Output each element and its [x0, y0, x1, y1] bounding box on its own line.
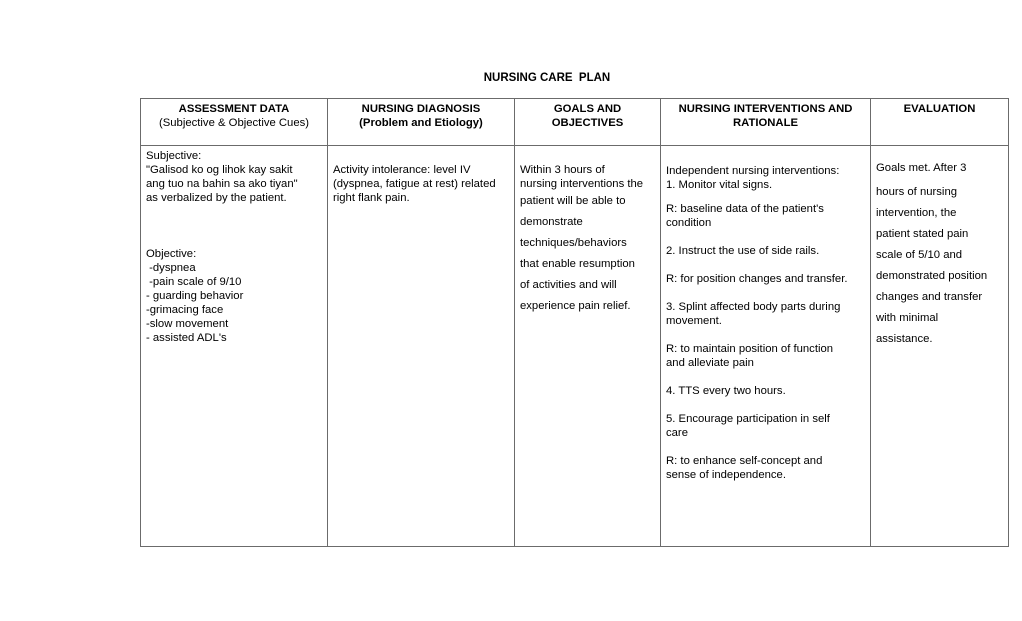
header-row: [141, 99, 1009, 146]
header-assessment-title: ASSESSMENT DATA: [178, 103, 290, 115]
intervention-line: 5. Encourage participation in self: [666, 413, 830, 425]
header-assessment-sub: (Subjective & Objective Cues): [158, 117, 310, 129]
goals-line: nursing interventions the: [520, 178, 644, 190]
evaluation-cell: [871, 146, 1009, 547]
evaluation-line: assistance.: [876, 333, 933, 345]
body-row: [141, 146, 1009, 547]
rationale-line: R: to maintain position of function: [666, 343, 834, 355]
objective-label: Objective:: [146, 248, 197, 260]
subjective-line: "Galisod ko og lihok kay sakit: [146, 164, 293, 176]
diagnosis-line: Activity intolerance: level IV: [333, 164, 471, 176]
goals-line: that enable resumption: [520, 258, 635, 270]
intervention-block: [666, 384, 865, 398]
intervention-block: [666, 342, 865, 370]
goals-line: experience pain relief.: [520, 300, 631, 312]
rationale-line: and alleviate pain: [666, 357, 754, 369]
goals-line: demonstrate: [520, 216, 583, 228]
subjective-label: Subjective:: [146, 150, 202, 162]
rationale-line: R: to enhance self-concept and: [666, 455, 823, 467]
evaluation-line: scale of 5/10 and: [876, 249, 963, 261]
goals-line: of activities and will: [520, 279, 617, 291]
evaluation-line: patient stated pain: [876, 228, 969, 240]
diagnosis-line: (dyspnea, fatigue at rest) related: [333, 178, 496, 190]
evaluation-line: hours of nursing: [876, 186, 958, 198]
subjective-line: as verbalized by the patient.: [146, 192, 287, 204]
header-interventions-title: NURSING INTERVENTIONS AND: [678, 103, 853, 115]
document-title: NURSING CARE PLAN: [483, 72, 611, 84]
header-goals-title: GOALS AND: [553, 103, 622, 115]
rationale-line: R: baseline data of the patient's: [666, 203, 824, 215]
rationale-line: condition: [666, 217, 712, 229]
header-interventions-sub: RATIONALE: [732, 117, 799, 129]
subjective-line: ang tuo na bahin sa ako tiyan": [146, 178, 298, 190]
intervention-line: 3. Splint affected body parts during: [666, 301, 841, 313]
intervention-block: [666, 454, 865, 482]
intervention-block: [666, 164, 865, 192]
rationale-line: sense of independence.: [666, 469, 786, 481]
diagnosis-cell: [328, 146, 515, 547]
intervention-block: [666, 300, 865, 328]
intervention-block: [666, 244, 865, 258]
objective-line: - assisted ADL's: [146, 332, 227, 344]
header-evaluation-title: EVALUATION: [903, 103, 976, 115]
intervention-line: 2. Instruct the use of side rails.: [666, 245, 820, 257]
intervention-line: 4. TTS every two hours.: [666, 385, 786, 397]
intervention-block: [666, 272, 865, 286]
goals-line: patient will be able to: [520, 195, 626, 207]
evaluation-line: demonstrated position: [876, 270, 988, 282]
intervention-line: care: [666, 427, 688, 439]
intervention-line: 1. Monitor vital signs.: [666, 179, 773, 191]
objective-line: - guarding behavior: [146, 290, 244, 302]
evaluation-line: with minimal: [876, 312, 939, 324]
interventions-cell: [661, 146, 871, 547]
header-diagnosis-title: NURSING DIAGNOSIS: [361, 103, 481, 115]
care-plan-table: [140, 98, 1009, 547]
evaluation-line: intervention, the: [876, 207, 957, 219]
goals-line: Within 3 hours of: [520, 164, 605, 176]
evaluation-line: changes and transfer: [876, 291, 983, 303]
assessment-cell: [141, 146, 328, 547]
intervention-line: movement.: [666, 315, 722, 327]
header-interventions: [661, 99, 871, 146]
evaluation-line: Goals met. After 3: [876, 162, 967, 174]
goals-cell: [515, 146, 661, 547]
header-assessment: [141, 99, 328, 146]
goals-line: techniques/behaviors: [520, 237, 627, 249]
rationale-line: R: for position changes and transfer.: [666, 273, 848, 285]
header-goals-sub: OBJECTIVES: [551, 117, 624, 129]
intervention-block: [666, 202, 865, 230]
objective-line: -slow movement: [146, 318, 229, 330]
header-evaluation: [871, 99, 1009, 146]
objective-line: -dyspnea: [146, 262, 196, 274]
objective-line: -grimacing face: [146, 304, 224, 316]
objective-line: -pain scale of 9/10: [146, 276, 242, 288]
header-diagnosis-sub: (Problem and Etiology): [359, 117, 483, 129]
intervention-block: [666, 412, 865, 440]
diagnosis-line: right flank pain.: [333, 192, 410, 204]
intervention-line: Independent nursing interventions:: [666, 165, 840, 177]
header-goals: [515, 99, 661, 146]
header-diagnosis: [328, 99, 515, 146]
